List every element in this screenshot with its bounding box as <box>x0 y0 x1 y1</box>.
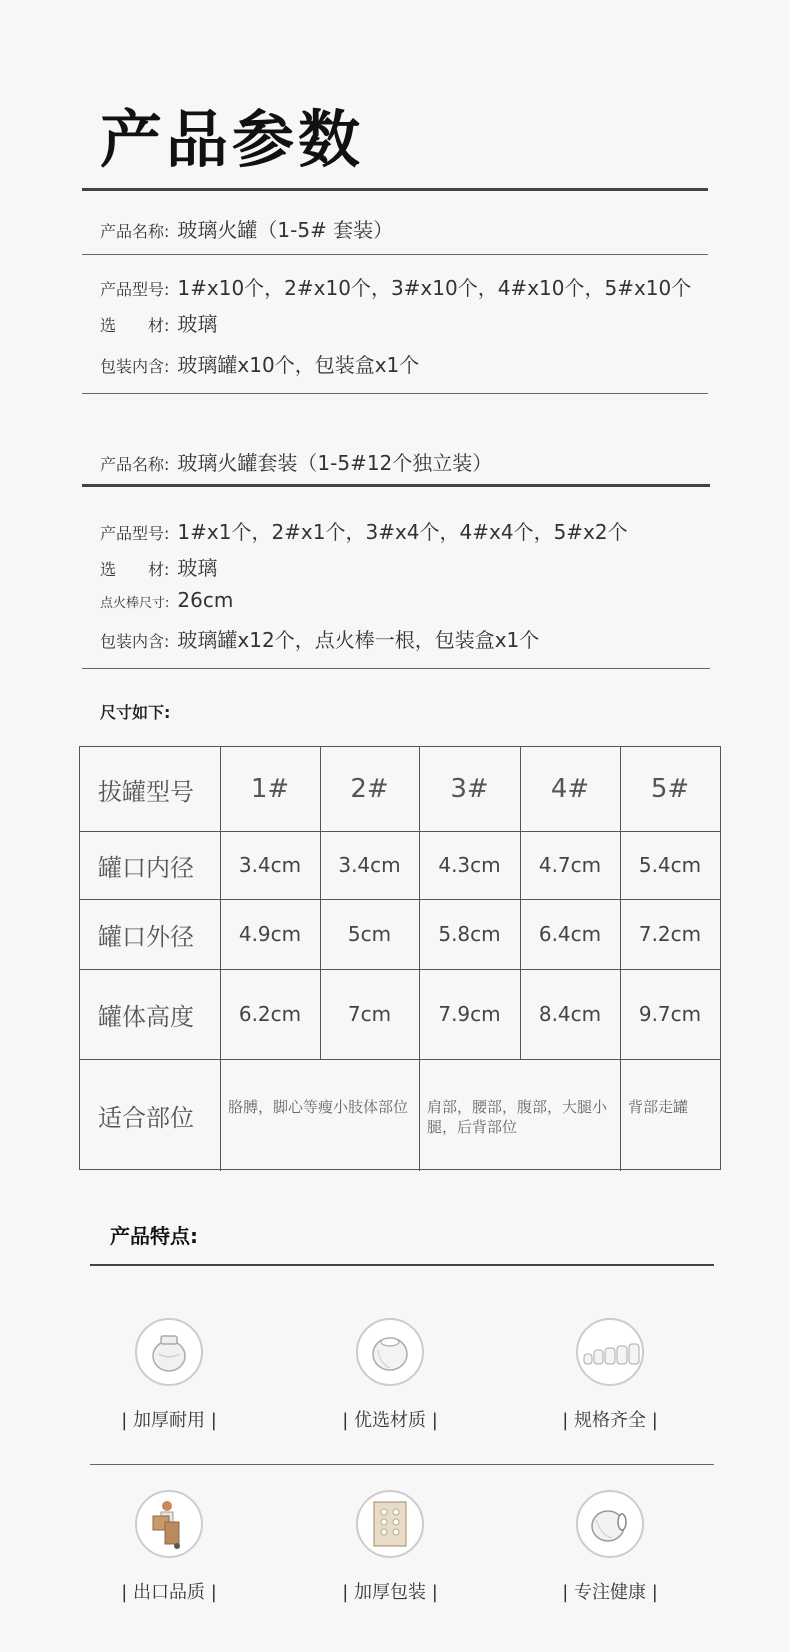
table-header-label: 拔罐型号 <box>98 777 194 806</box>
table-header-cell: 1# <box>250 774 290 804</box>
row-label: 选 材: <box>100 560 170 579</box>
table-cell: 5cm <box>347 922 392 946</box>
table-cell: 3.4cm <box>238 853 302 877</box>
row-label: 选 材: <box>100 316 170 335</box>
set2-row <box>100 552 217 581</box>
divider <box>90 1264 714 1266</box>
table-cell: 4.9cm <box>238 922 302 946</box>
row-value: 1#x10个，2#x10个，3#x10个，4#x10个，5#x10个 <box>177 276 692 300</box>
jar-set-icon <box>576 1318 644 1386</box>
row-value: 玻璃 <box>177 556 218 580</box>
row-label: 包装内含: <box>100 632 170 651</box>
delivery-person-icon <box>135 1490 203 1558</box>
table-cell: 6.4cm <box>538 922 602 946</box>
divider <box>82 668 710 669</box>
row-value: 26cm <box>177 588 234 612</box>
glass-cup-icon <box>356 1318 424 1386</box>
feature-item <box>510 1318 710 1432</box>
table-cell: 7cm <box>347 1002 392 1026</box>
set1-row <box>100 308 217 337</box>
feature-label: | 专注健康 | <box>562 1582 658 1603</box>
set2-name-label: 产品名称: <box>100 455 170 474</box>
table-cell: 3.4cm <box>338 853 401 877</box>
glass-jar-icon <box>135 1318 203 1386</box>
divider <box>82 484 710 487</box>
feature-item <box>290 1318 490 1432</box>
feature-label: | 加厚耐用 | <box>121 1410 217 1431</box>
set2-row <box>100 588 233 612</box>
set1-name-label: 产品名称: <box>100 222 170 241</box>
table-row-label: 适合部位 <box>98 1103 194 1132</box>
set1-name-row <box>100 214 393 243</box>
table-row-label: 罐口外径 <box>98 922 194 951</box>
table-cell: 7.9cm <box>438 1002 501 1026</box>
row-value: 玻璃罐x10个，包装盒x1个 <box>177 353 420 377</box>
page-title: 产品参数 <box>100 103 365 176</box>
table-header-cell: 3# <box>450 774 489 804</box>
table-cell: 胳膊，脚心等瘦小肢体部位 <box>228 1098 409 1116</box>
set1-name-value: 玻璃火罐（1-5# 套装） <box>177 218 394 242</box>
row-label: 产品型号: <box>100 524 170 543</box>
divider <box>82 188 708 191</box>
row-label: 包装内含: <box>100 357 170 376</box>
set1-row <box>100 272 691 301</box>
row-label: 产品型号: <box>100 280 170 299</box>
feature-label: | 优选材质 | <box>342 1410 438 1431</box>
table-row-label: 罐体高度 <box>98 1002 194 1031</box>
divider <box>90 1464 714 1465</box>
table-cell: 7.2cm <box>638 922 702 946</box>
feature-label: | 规格齐全 | <box>562 1410 658 1431</box>
table-header-cell: 2# <box>350 774 389 804</box>
size-table <box>79 746 721 1170</box>
set2-name-row <box>100 447 492 476</box>
feature-label: | 出口品质 | <box>121 1582 217 1603</box>
divider <box>82 393 708 394</box>
set2-name-value: 玻璃火罐套装（1-5#12个独立装） <box>177 451 493 475</box>
table-header-cell: 5# <box>650 774 690 804</box>
row-value: 玻璃罐x12个，点火棒一根，包装盒x1个 <box>177 628 540 652</box>
feature-item <box>510 1490 710 1604</box>
feature-item <box>69 1490 269 1604</box>
table-row-label: 罐口内径 <box>98 853 194 882</box>
row-value: 1#x1个，2#x1个，3#x4个，4#x4个，5#x2个 <box>177 520 628 544</box>
features-title: 产品特点: <box>110 1224 198 1248</box>
table-header-cell: 4# <box>550 774 590 804</box>
divider <box>82 254 708 255</box>
package-box-icon <box>356 1490 424 1558</box>
table-cell: 8.4cm <box>538 1002 602 1026</box>
row-label: 点火棒尺寸: <box>100 596 170 611</box>
row-value: 玻璃 <box>177 312 218 336</box>
table-cell: 背部走罐 <box>628 1098 689 1116</box>
set1-row <box>100 349 419 378</box>
feature-item <box>69 1318 269 1432</box>
feature-item <box>290 1490 490 1604</box>
table-cell: 4.3cm <box>438 853 501 877</box>
set2-row <box>100 516 628 545</box>
table-cell: 肩部，腰部，腹部，大腿小腿，后背部位 <box>427 1098 608 1136</box>
glass-cup-side-icon <box>576 1490 644 1558</box>
feature-label: | 加厚包装 | <box>342 1582 438 1603</box>
table-cell: 9.7cm <box>638 1002 702 1026</box>
set2-row <box>100 624 539 653</box>
table-cell: 5.4cm <box>638 853 702 877</box>
size-title: 尺寸如下: <box>100 703 171 722</box>
table-cell: 5.8cm <box>438 922 501 946</box>
table-cell: 4.7cm <box>538 853 602 877</box>
table-cell: 6.2cm <box>238 1002 302 1026</box>
